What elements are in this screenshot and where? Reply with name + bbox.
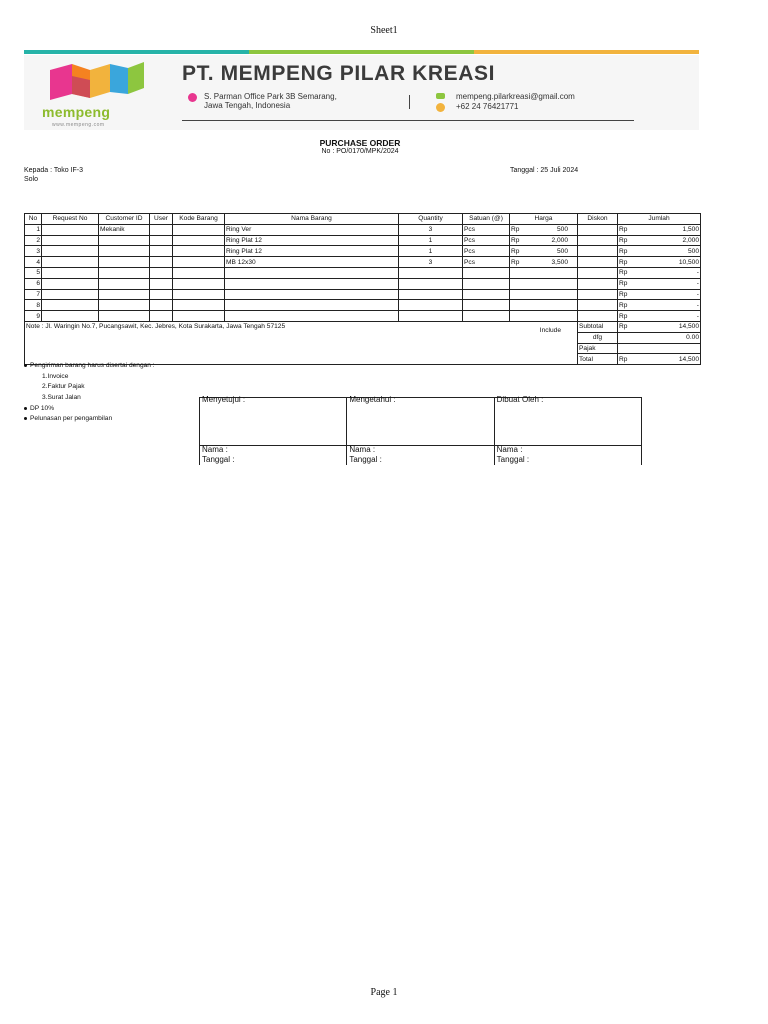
cell-jumlah: Rp 1,500 <box>619 226 699 234</box>
cell-diskon <box>578 311 618 322</box>
cell-user <box>150 289 173 300</box>
cell-user <box>150 224 173 235</box>
cell-customer-id: Mekanik <box>99 224 150 235</box>
delivery-note: Note : Jl. Waringin No.7, Pucangsawit, Kec. Jebres, Kota Surakarta, Jawa Tengah 57125 <box>26 322 286 330</box>
bullet-icon <box>24 364 27 367</box>
cell-kode <box>173 246 225 257</box>
cell-harga: Rp 500 <box>510 246 578 257</box>
cell-customer-id <box>99 235 150 246</box>
cell-satuan <box>463 289 510 300</box>
cell-harga <box>510 267 578 278</box>
cell-kode <box>173 278 225 289</box>
cell-satuan: Pcs <box>463 257 510 268</box>
column-header: Kode Barang <box>173 214 225 225</box>
cell-request-no <box>42 246 99 257</box>
cell-no: 9 <box>25 311 42 322</box>
phone: +62 24 76421771 <box>456 102 519 111</box>
cell-customer-id <box>99 246 150 257</box>
sheet-title: Sheet1 <box>370 25 398 36</box>
cell-customer-id <box>99 257 150 268</box>
cell-request-no <box>42 289 99 300</box>
po-number: No : PO/0170/MPK/2024 <box>321 148 399 155</box>
cell-kode <box>173 235 225 246</box>
signature-approve <box>200 395 347 465</box>
cell-jumlah: Rp - <box>619 301 699 309</box>
table-row <box>25 224 701 235</box>
cell-nama <box>225 278 399 289</box>
cell-qty <box>399 278 463 289</box>
location-pin-icon <box>188 93 197 102</box>
cell-satuan: Pcs <box>463 246 510 257</box>
logo-word: mempeng <box>42 104 111 120</box>
table-row <box>25 246 701 257</box>
signature-title: Menyetujui : <box>202 395 246 404</box>
summary-row <box>25 321 701 332</box>
cell-harga: Rp 500 <box>510 224 578 235</box>
cell-customer-id <box>99 278 150 289</box>
column-header: Diskon <box>578 214 618 225</box>
cell-user <box>150 311 173 322</box>
cell-kode <box>173 224 225 235</box>
cell-user <box>150 300 173 311</box>
cell-kode <box>173 257 225 268</box>
cell-diskon <box>578 289 618 300</box>
summary-value: Rp 14,500 <box>619 355 699 363</box>
cell-customer-id <box>99 289 150 300</box>
contact-divider <box>409 95 410 109</box>
cell-no: 2 <box>25 235 42 246</box>
column-header: Customer ID <box>99 214 150 225</box>
cell-jumlah: Rp 10,500 <box>619 258 699 266</box>
logo-mark-icon <box>32 58 162 108</box>
terms-item: 3.Surat Jalan <box>42 394 81 401</box>
cell-qty <box>399 300 463 311</box>
address-line-2: Jawa Tengah, Indonesia <box>204 101 291 110</box>
recipient: Kepada : Toko IF-3 <box>24 167 84 174</box>
cell-request-no <box>42 278 99 289</box>
column-header: Harga <box>510 214 578 225</box>
address-line-1: S. Parman Office Park 3B Semarang, <box>204 92 337 101</box>
signature-date: Tanggal : <box>349 455 382 464</box>
cell-harga <box>510 311 578 322</box>
cell-nama: MB 12x30 <box>225 257 399 268</box>
signature-title: Mengetahui : <box>349 395 396 404</box>
header-underline <box>182 120 634 121</box>
terms-item: 2.Faktur Pajak <box>42 383 85 390</box>
column-header: Request No <box>42 214 99 225</box>
cell-user <box>150 235 173 246</box>
signature-acknowledge <box>347 395 494 465</box>
table-row <box>25 257 701 268</box>
cell-satuan <box>463 278 510 289</box>
signature-title: Dibuat Oleh : <box>496 395 544 404</box>
summary-label: Subtotal <box>578 321 618 332</box>
cell-satuan <box>463 267 510 278</box>
cell-request-no <box>42 267 99 278</box>
phone-icon <box>436 103 445 112</box>
cell-customer-id <box>99 267 150 278</box>
cell-qty <box>399 289 463 300</box>
signature-box <box>199 397 642 465</box>
cell-request-no <box>42 311 99 322</box>
cell-user <box>150 246 173 257</box>
cell-request-no <box>42 224 99 235</box>
cell-jumlah: Rp - <box>619 269 699 277</box>
logo-url: www.mempeng.com <box>52 122 105 128</box>
cell-satuan <box>463 311 510 322</box>
column-header: User <box>150 214 173 225</box>
cell-no: 4 <box>25 257 42 268</box>
bullet-icon <box>24 417 27 420</box>
cell-diskon <box>578 257 618 268</box>
signature-name: Nama : <box>496 445 523 454</box>
cell-kode <box>173 300 225 311</box>
items-table <box>24 213 701 365</box>
cell-no: 5 <box>25 267 42 278</box>
cell-qty: 3 <box>399 224 463 235</box>
color-bar <box>24 50 699 54</box>
page-number: Page 1 <box>370 987 398 998</box>
cell-jumlah: Rp - <box>619 312 699 320</box>
cell-qty: 1 <box>399 246 463 257</box>
company-name: PT. MEMPENG PILAR KREASI <box>182 62 496 85</box>
column-header: Satuan (@) <box>463 214 510 225</box>
table-row <box>25 289 701 300</box>
include-label: Include <box>539 326 561 334</box>
terms-heading: Pengiriman barang harus disertai dengan : <box>24 362 155 369</box>
email: mempeng.pilarkreasi@gmail.com <box>456 92 575 101</box>
summary-value: 0.00 <box>618 332 701 343</box>
column-header: Quantity <box>399 214 463 225</box>
cell-jumlah: Rp - <box>619 290 699 298</box>
column-header: Nama Barang <box>225 214 399 225</box>
note-cell <box>25 321 399 364</box>
summary-label: Pajak <box>578 343 618 354</box>
email-icon <box>436 93 445 99</box>
letterhead <box>24 55 699 130</box>
pelunasan-term: Pelunasan per pengambilan <box>24 415 112 422</box>
cell-nama <box>225 267 399 278</box>
signature-date: Tanggal : <box>202 455 235 464</box>
company-logo <box>32 58 162 128</box>
summary-label: dfg <box>578 332 618 343</box>
cell-harga: Rp 2,000 <box>510 235 578 246</box>
cell-jumlah: Rp 2,000 <box>619 236 699 244</box>
cell-user <box>150 278 173 289</box>
cell-nama <box>225 311 399 322</box>
cell-kode <box>173 311 225 322</box>
cell-nama: Ring Plat 12 <box>225 246 399 257</box>
cell-satuan <box>463 300 510 311</box>
cell-kode <box>173 267 225 278</box>
column-header: Jumlah <box>618 214 701 225</box>
cell-qty: 1 <box>399 235 463 246</box>
recipient-city: Solo <box>24 176 39 183</box>
cell-diskon <box>578 246 618 257</box>
cell-diskon <box>578 300 618 311</box>
cell-qty <box>399 267 463 278</box>
signature-date: Tanggal : <box>496 455 530 464</box>
po-date: Tanggal : 25 Juli 2024 <box>510 167 579 174</box>
signature-prepared <box>495 395 641 465</box>
table-row <box>25 300 701 311</box>
cell-jumlah: Rp 500 <box>619 247 699 255</box>
terms-item: 1.Invoice <box>42 373 69 380</box>
cell-diskon <box>578 267 618 278</box>
document-title: PURCHASE ORDER <box>319 138 401 148</box>
cell-no: 6 <box>25 278 42 289</box>
table-header-row <box>25 214 701 225</box>
cell-no: 7 <box>25 289 42 300</box>
cell-qty <box>399 311 463 322</box>
cell-no: 8 <box>25 300 42 311</box>
cell-no: 3 <box>25 246 42 257</box>
cell-harga: Rp 3,500 <box>510 257 578 268</box>
cell-nama: Ring Plat 12 <box>225 235 399 246</box>
signature-name: Nama : <box>349 445 376 454</box>
cell-satuan: Pcs <box>463 224 510 235</box>
cell-kode <box>173 289 225 300</box>
include-cell <box>399 321 578 364</box>
cell-request-no <box>42 257 99 268</box>
cell-customer-id <box>99 311 150 322</box>
cell-customer-id <box>99 300 150 311</box>
cell-nama <box>225 289 399 300</box>
summary-value <box>618 343 701 354</box>
table-row <box>25 278 701 289</box>
cell-request-no <box>42 235 99 246</box>
cell-harga <box>510 278 578 289</box>
cell-harga <box>510 300 578 311</box>
cell-diskon <box>578 278 618 289</box>
cell-nama: Ring Ver <box>225 224 399 235</box>
table-row <box>25 311 701 322</box>
cell-harga <box>510 289 578 300</box>
cell-satuan: Pcs <box>463 235 510 246</box>
dp-term: DP 10% <box>24 405 54 412</box>
summary-value: Rp 14,500 <box>619 323 699 331</box>
cell-jumlah: Rp - <box>619 280 699 288</box>
cell-user <box>150 257 173 268</box>
signature-name: Nama : <box>202 445 228 454</box>
summary-label: Total <box>578 354 618 365</box>
bullet-icon <box>24 407 27 410</box>
table-row <box>25 235 701 246</box>
cell-diskon <box>578 235 618 246</box>
cell-nama <box>225 300 399 311</box>
column-header: No <box>25 214 42 225</box>
cell-no: 1 <box>25 224 42 235</box>
cell-qty: 3 <box>399 257 463 268</box>
table-row <box>25 267 701 278</box>
cell-diskon <box>578 224 618 235</box>
cell-request-no <box>42 300 99 311</box>
cell-user <box>150 267 173 278</box>
